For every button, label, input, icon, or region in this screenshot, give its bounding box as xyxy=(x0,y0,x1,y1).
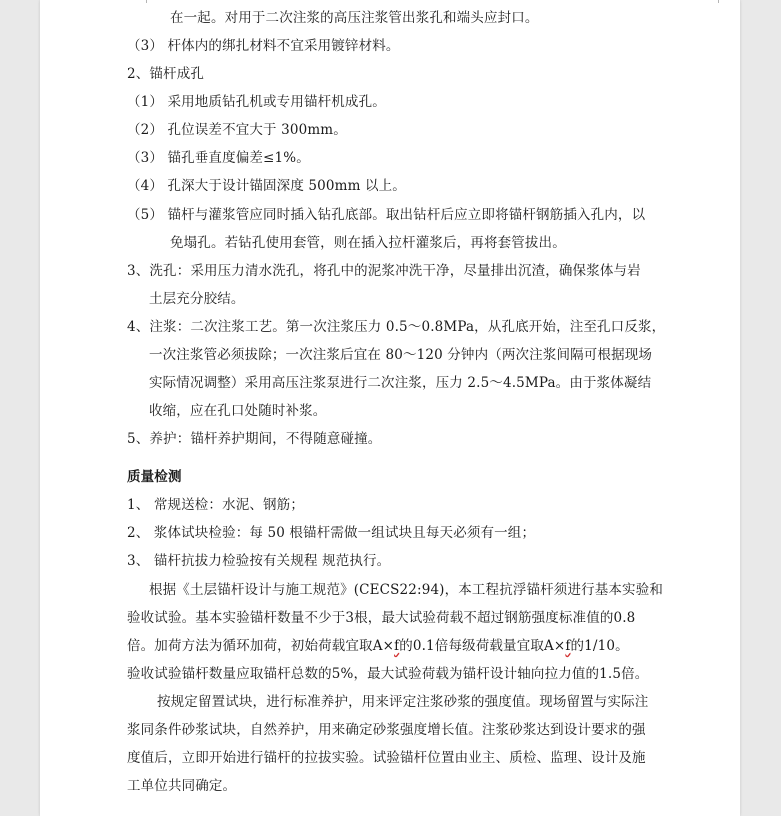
text-line: 工单位共同确定。 xyxy=(127,778,237,794)
text-line: 2、 浆体试块检验：每 50 根锚杆需做一组试块且每天必须有一组； xyxy=(127,525,536,541)
page-corner-mark-left xyxy=(126,0,147,3)
section-heading: 质量检测 xyxy=(127,469,182,485)
text-segment: 倍。加荷方法为循环加荷，初始荷载宜取A× xyxy=(127,638,395,654)
text-line: 浆同条件砂浆试块，自然养护，用来确定砂浆强度增长值。注浆砂浆达到设计要求的强 xyxy=(127,722,646,738)
text-line: 按规定留置试块，进行标准养护，用来评定注浆砂浆的强度值。现场留置与实际注 xyxy=(157,694,649,710)
spellcheck-flag: f xyxy=(565,638,571,654)
text-line: 免塌孔。若钻孔使用套管，则在插入拉杆灌浆后，再将套管拔出。 xyxy=(170,235,566,251)
text-line: 根据《土层锚杆设计与施工规范》(CECS22:94)，本工程抗浮锚杆须进行基本实验和 xyxy=(149,582,663,598)
text-line: （3） 杆体内的绑扎材料不宜采用镀锌材料。 xyxy=(127,38,400,54)
text-line: 土层充分胶结。 xyxy=(149,291,245,307)
document-page xyxy=(40,0,740,816)
text-line: （4） 孔深大于设计锚固深度 500mm 以上。 xyxy=(127,178,406,194)
text-segment: 的1/10。 xyxy=(570,638,629,654)
text-line: 3、 锚杆抗拔力检验按有关规程 规范执行。 xyxy=(127,553,391,569)
text-line: 验收试验锚杆数量应取锚杆总数的5%，最大试验荷载为锚杆设计轴向拉力值的1.5倍。 xyxy=(127,666,649,682)
text-line: （3） 锚孔垂直度偏差≤1%。 xyxy=(127,150,310,166)
text-segment: 的0.1倍每级荷载量宜取A× xyxy=(399,638,566,654)
text-line: （5） 锚杆与灌浆管应同时插入钻孔底部。取出钻杆后应立即将锚杆钢筋插入孔内，以 xyxy=(127,207,646,223)
text-line: 在一起。对用于二次注浆的高压注浆管出浆孔和端头应封口。 xyxy=(170,10,539,26)
page-corner-mark-right xyxy=(718,0,739,3)
text-line: 验收试验。基本实验锚杆数量不少于3根，最大试验荷载不超过钢筋强度标准值的0.8 xyxy=(127,610,636,626)
text-line: （1） 采用地质钻孔机或专用锚杆机成孔。 xyxy=(127,94,386,110)
text-line: 3、洗孔：采用压力清水洗孔，将孔中的泥浆冲洗干净，尽量排出沉渣，确保浆体与岩 xyxy=(127,263,641,279)
spellcheck-flag: f xyxy=(394,638,400,654)
text-line: 4、注浆：二次注浆工艺。第一次注浆压力 0.5～0.8MPa，从孔底开始，注至孔口反浆， xyxy=(127,319,666,335)
text-line: 1、 常规送检：水泥、钢筋； xyxy=(127,497,304,513)
text-line: 实际情况调整）采用高压注浆泵进行二次注浆，压力 2.5～4.5MPa。由于浆体凝结 xyxy=(149,375,652,391)
text-line: 5、养护：锚杆养护期间，不得随意碰撞。 xyxy=(127,431,382,447)
text-line: 收缩，应在孔口处随时补浆。 xyxy=(149,403,327,419)
text-line: 度值后，立即开始进行锚杆的拉拔实验。试验锚杆位置由业主、质检、监理、设计及施 xyxy=(127,750,646,766)
text-line: （2） 孔位误差不宜大于 300mm。 xyxy=(127,122,347,138)
text-line: 一次注浆管必须拔除；一次注浆后宜在 80～120 分钟内（两次注浆间隔可根据现场 xyxy=(149,347,653,363)
text-line-special xyxy=(127,636,629,656)
text-line: 2、锚杆成孔 xyxy=(127,66,204,82)
